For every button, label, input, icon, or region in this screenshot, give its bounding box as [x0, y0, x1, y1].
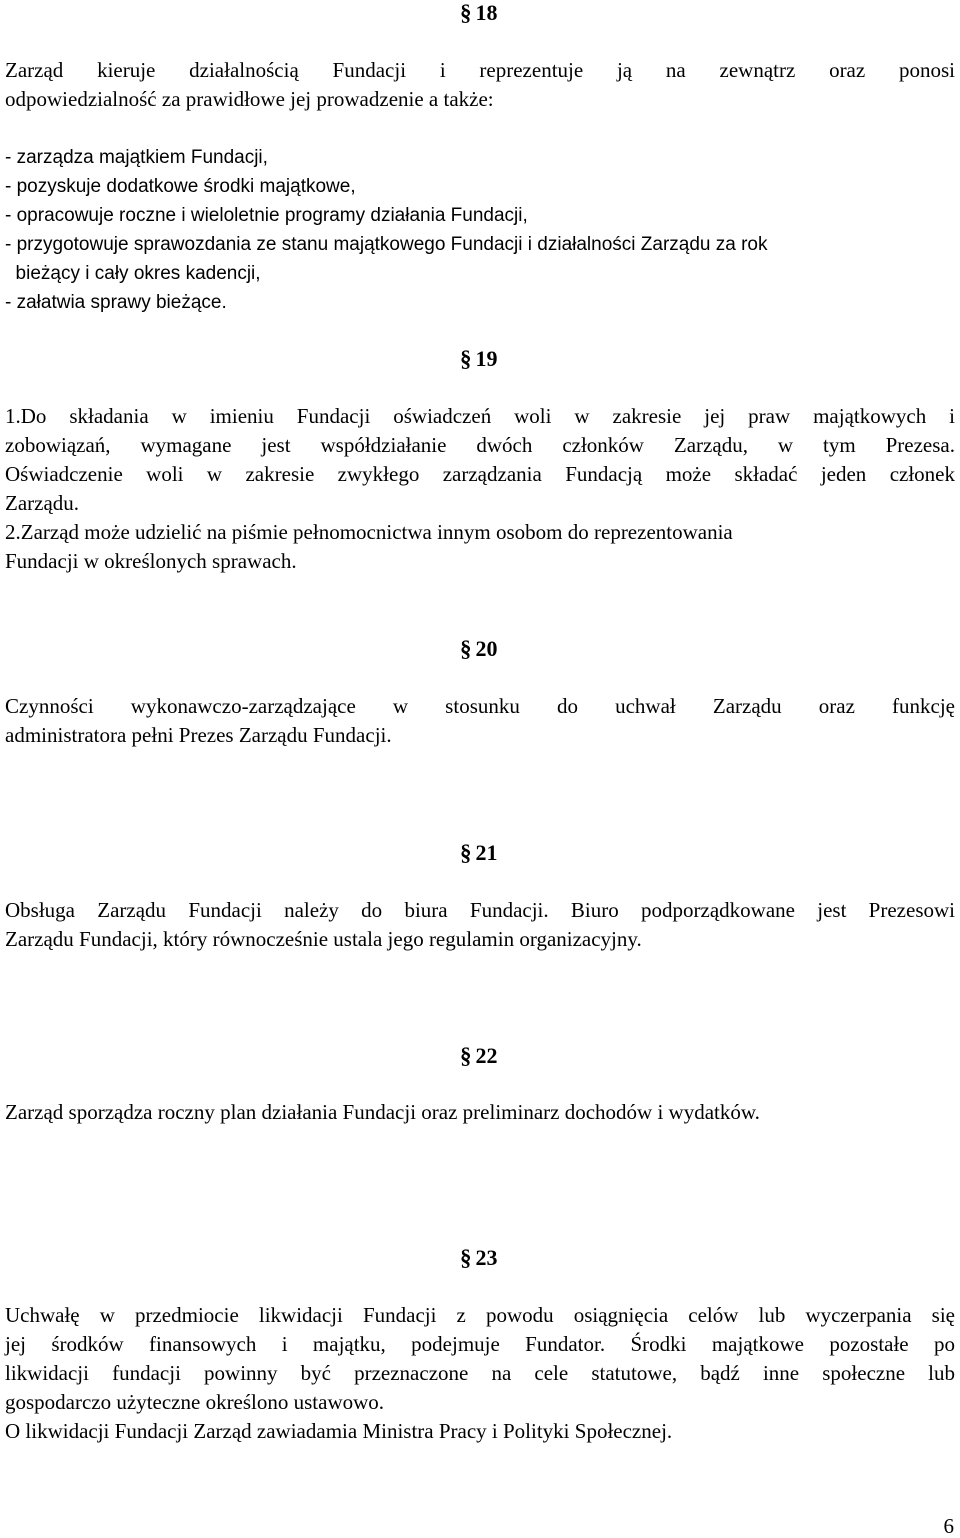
section-19-paragraph: [5, 402, 955, 576]
section-number: 23: [475, 1245, 498, 1270]
section-18-list: [5, 143, 955, 317]
section-symbol: §: [460, 636, 472, 661]
page-number: 6: [943, 1514, 954, 1538]
section-22-paragraph: [5, 1098, 955, 1127]
paragraph-line: Obsługa Zarządu Fundacji należy do biura Fundacji. Biuro podporządkowane jest Prezesowi: [5, 898, 955, 922]
list-item: bieżący i cały okres kadencji,: [5, 263, 261, 284]
list-item: - pozyskuje dodatkowe środki majątkowe,: [5, 176, 356, 197]
paragraph-line: Uchwałę w przedmiocie likwidacji Fundacji z powodu osiągnięcia celów lub wyczerpania się: [5, 1303, 955, 1327]
paragraph-line: Oświadczenie woli w zakresie zwykłego zarządzania Fundacją może składać jeden członek: [5, 462, 955, 486]
paragraph-line: zobowiązań, wymagane jest współdziałanie dwóch członków Zarządu, w tym Prezesa.: [5, 433, 955, 457]
paragraph-line: Zarząd sporządza roczny plan działania Fundacji oraz preliminarz dochodów i wydatków.: [5, 1100, 760, 1124]
section-symbol: §: [460, 1245, 472, 1270]
section-number: 19: [475, 346, 498, 371]
section-23-paragraph: [5, 1301, 955, 1446]
section-symbol: §: [460, 1043, 472, 1068]
section-symbol: §: [460, 346, 472, 371]
section-symbol: §: [460, 840, 472, 865]
section-number: 20: [475, 636, 498, 661]
section-20-paragraph: [5, 692, 955, 750]
paragraph-line: likwidacji fundacji powinny być przeznaczone na cele statutowe, bądź inne społeczne lub: [5, 1361, 955, 1385]
paragraph-line: odpowiedzialność za prawidłowe jej prowadzenie a także:: [5, 87, 494, 111]
paragraph-line: Czynności wykonawczo-zarządzające w stosunku do uchwał Zarządu oraz funkcję: [5, 694, 955, 718]
section-19-heading: [460, 346, 498, 372]
paragraph-line: O likwidacji Fundacji Zarząd zawiadamia Ministra Pracy i Polityki Społecznej.: [5, 1419, 673, 1443]
paragraph-line: 2.Zarząd może udzielić na piśmie pełnomocnictwa innym osobom do reprezentowania: [5, 520, 733, 544]
section-21-paragraph: [5, 896, 955, 954]
section-23-heading: [460, 1245, 498, 1271]
paragraph-line: Zarządu Fundacji, który równocześnie ustala jego regulamin organizacyjny.: [5, 927, 642, 951]
paragraph-line: 1.Do składania w imieniu Fundacji oświadczeń woli w zakresie jej praw majątkowych i: [5, 404, 955, 428]
list-item: - załatwia sprawy bieżące.: [5, 292, 227, 313]
section-number: 18: [475, 0, 498, 25]
section-18-heading: [460, 0, 498, 26]
paragraph-line: Fundacji w określonych sprawach.: [5, 549, 297, 573]
section-18-paragraph: [5, 56, 955, 114]
list-item: - przygotowuje sprawozdania ze stanu majątkowego Fundacji i działalności Zarządu za rok: [5, 234, 768, 255]
paragraph-line: gospodarczo użyteczne określono ustawowo.: [5, 1390, 385, 1414]
paragraph-line: administratora pełni Prezes Zarządu Fundacji.: [5, 723, 392, 747]
section-22-heading: [460, 1043, 498, 1069]
paragraph-line: Zarządu.: [5, 491, 80, 515]
list-item: - opracowuje roczne i wieloletnie programy działania Fundacji,: [5, 205, 528, 226]
section-20-heading: [460, 636, 498, 662]
list-item: - zarządza majątkiem Fundacji,: [5, 147, 268, 168]
paragraph-line: Zarząd kieruje działalnością Fundacji i reprezentuje ją na zewnątrz oraz ponosi: [5, 58, 955, 82]
section-number: 21: [475, 840, 498, 865]
paragraph-line: jej środków finansowych i majątku, podejmuje Fundator. Środki majątkowe pozostałe po: [5, 1332, 955, 1356]
section-symbol: §: [460, 0, 472, 25]
section-21-heading: [460, 840, 498, 866]
section-number: 22: [475, 1043, 498, 1068]
